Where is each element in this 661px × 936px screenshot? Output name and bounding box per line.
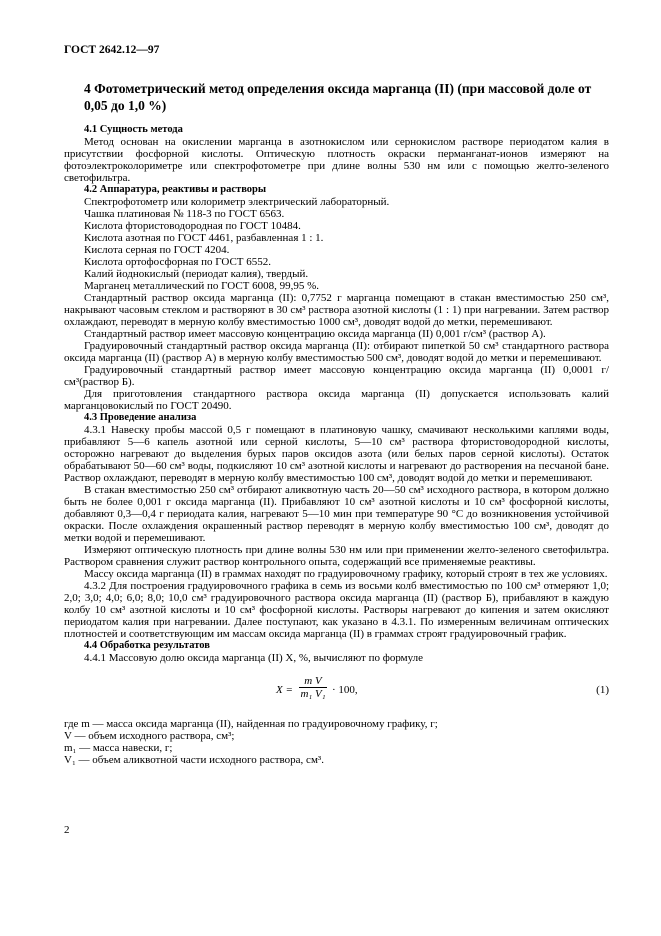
list-item: Калий йоднокислый (периодат калия), твердый. [84,268,309,280]
definition-line: m₁ — масса навески, г; [64,742,173,754]
definition-line: V₁ — объем аликвотной части исходного раствора, см³. [64,754,324,766]
list-item: Марганец металлический по ГОСТ 6008, 99,95 %. [84,280,320,292]
paragraph: 4.3.2 Для построения градуировочного графика в семь из восьми колб вместимостью по 100 см³ отмеряют 1,0; 2,0; 3,0; 4,0; 6,0; 8,0; 10,0 см³ градуировочного раствора оксида марганца (II) (раствор Б), прибавляют в каждую колбу 10 см³ азотной кислоты и 10 см³ фосфорной кислоты. Растворы нагревают до кипения и затем окисляют периодатом калия при нагревании. Далее поступают, как указано в 4.3.1. По измеренным величинам оптических плотностей и соответствующим им массам оксида марганца (II) в граммах строят градуировочный график. [64,580,609,640]
subsection-heading-4-4: 4.4 Обработка результатов [84,640,210,651]
definition-line: где m — масса оксида марганца (II), найденная по градуировочному графику, г; [64,718,438,730]
document-page [64,44,609,766]
paragraph: Стандартный раствор имеет массовую концентрацию оксида марганца (II) 0,001 г/см³ (раствор А). [84,328,546,340]
paragraph: Метод основан на окислении марганца в азотнокислом или сернокислом растворе периодатом калия в присутствии фосфорной кислоты. Оптическую плотность окраски перманганат-ионов измеряют на фотоэлектроколориметре или спектрофотометре при длине волны 530 нм или с помощью желто-зеленого светофильтра. [64,136,609,184]
paragraph: 4.3.1 Навеску пробы массой 0,5 г помещают в платиновую чашку, смачивают несколькими каплями воды, прибавляют 5—6 капель азотной или серной кислоты, 5—10 см³ раствора фтористоводородной кислоты, осторожно нагревают до выделения бурых паров оксидов азота (или белых паров серной кислоты). Остаток обрабатывают 50—60 см³ воды, подкисляют 10 см³ азотной кислоты и нагревают до растворения на песчаной бане. Раствор охлаждают, переводят в мерную колбу вместимостью 100 см³, доводят водой до метки и перемешивают. [64,424,609,484]
paragraph: Стандартный раствор оксида марганца (II): 0,7752 г марганца помещают в стакан вместимостью 250 см³, накрывают часовым стеклом и растворяют в 30 см³ раствора азотной кислоты (1 : 1) при нагревании. Затем раствор охлаждают, переводят в мерную колбу вместимостью 1000 см³, доводят водой до метки, перемешивают. [64,292,609,328]
list-item: Спектрофотометр или колориметр электрический лабораторный. [84,196,390,208]
paragraph: Измеряют оптическую плотность при длине волны 530 нм или при применении желто-зеленого светофильтра. Раствором сравнения служит раствор контрольного опыта, содержащий все применяемые реактивы. [64,544,609,568]
document-header: ГОСТ 2642.12—97 [64,44,160,56]
list-item: Кислота серная по ГОСТ 4204. [84,244,230,256]
formula-numerator: m V [299,675,327,688]
paragraph: Градуировочный стандартный раствор оксида марганца (II): отбирают пипеткой 50 см³ стандартного раствора оксида марганца (II) (раствор А) в мерную колбу вместимостью 500 см³, доводят водой до метки и перемешивают. [64,340,609,364]
formula-fraction [299,675,327,700]
subsection-heading-4-1: 4.1 Сущность метода [84,124,183,135]
formula-denominator: m₁ V₁ [300,688,326,700]
list-item: Кислота ортофосфорная по ГОСТ 6552. [84,256,272,268]
paragraph: 4.4.1 Массовую долю оксида марганца (II) X, %, вычисляют по формуле [84,652,424,664]
subsection-heading-4-3: 4.3 Проведение анализа [84,412,197,423]
list-item: Кислота фтористоводородная по ГОСТ 10484. [84,220,301,232]
list-item: Кислота азотная по ГОСТ 4461, разбавленная 1 : 1. [84,232,324,244]
variable-definitions [64,718,609,766]
paragraph: В стакан вместимостью 250 см³ отбирают аликвотную часть 20—50 см³ исходного раствора, в котором должно быть не более 0,001 г оксида марганца (II). Прибавляют 10 см³ азотной кислоты и 10 см³ фосфорной кислоты, добавляют 0,3—0,4 г периодата калия, нагревают 5—10 мин при температуре 90 °С до возникновения устойчивой окраски. После охлаждения окрашенный раствор переводят в мерную колбу вместимостью 100 см³, доводят до метки водой и перемешивают. [64,484,609,544]
equation-number: (1) [596,684,609,696]
subsection-heading-4-2: 4.2 Аппаратура, реактивы и растворы [84,184,267,195]
formula-lhs: X = [276,684,293,696]
formula-rhs: · 100, [332,684,358,696]
page-number: 2 [64,824,70,836]
formula [64,672,609,712]
section-title: 4 Фотометрический метод определения оксида марганца (II) (при массовой доле от 0,05 до 1,0 %) [84,81,592,113]
paragraph: Градуировочный стандартный раствор имеет массовую концентрацию оксида марганца (II) 0,0001 г/см³(раствор Б). [64,364,609,388]
paragraph: Для приготовления стандартного раствора оксида марганца (II) допускается использовать калий марганцовокислый по ГОСТ 20490. [64,388,609,412]
definition-line: V — объем исходного раствора, см³; [64,730,235,742]
list-item: Чашка платиновая № 118-3 по ГОСТ 6563. [84,208,285,220]
paragraph: Массу оксида марганца (II) в граммах находят по градуировочному графику, который строят в тех же условиях. [84,568,608,580]
